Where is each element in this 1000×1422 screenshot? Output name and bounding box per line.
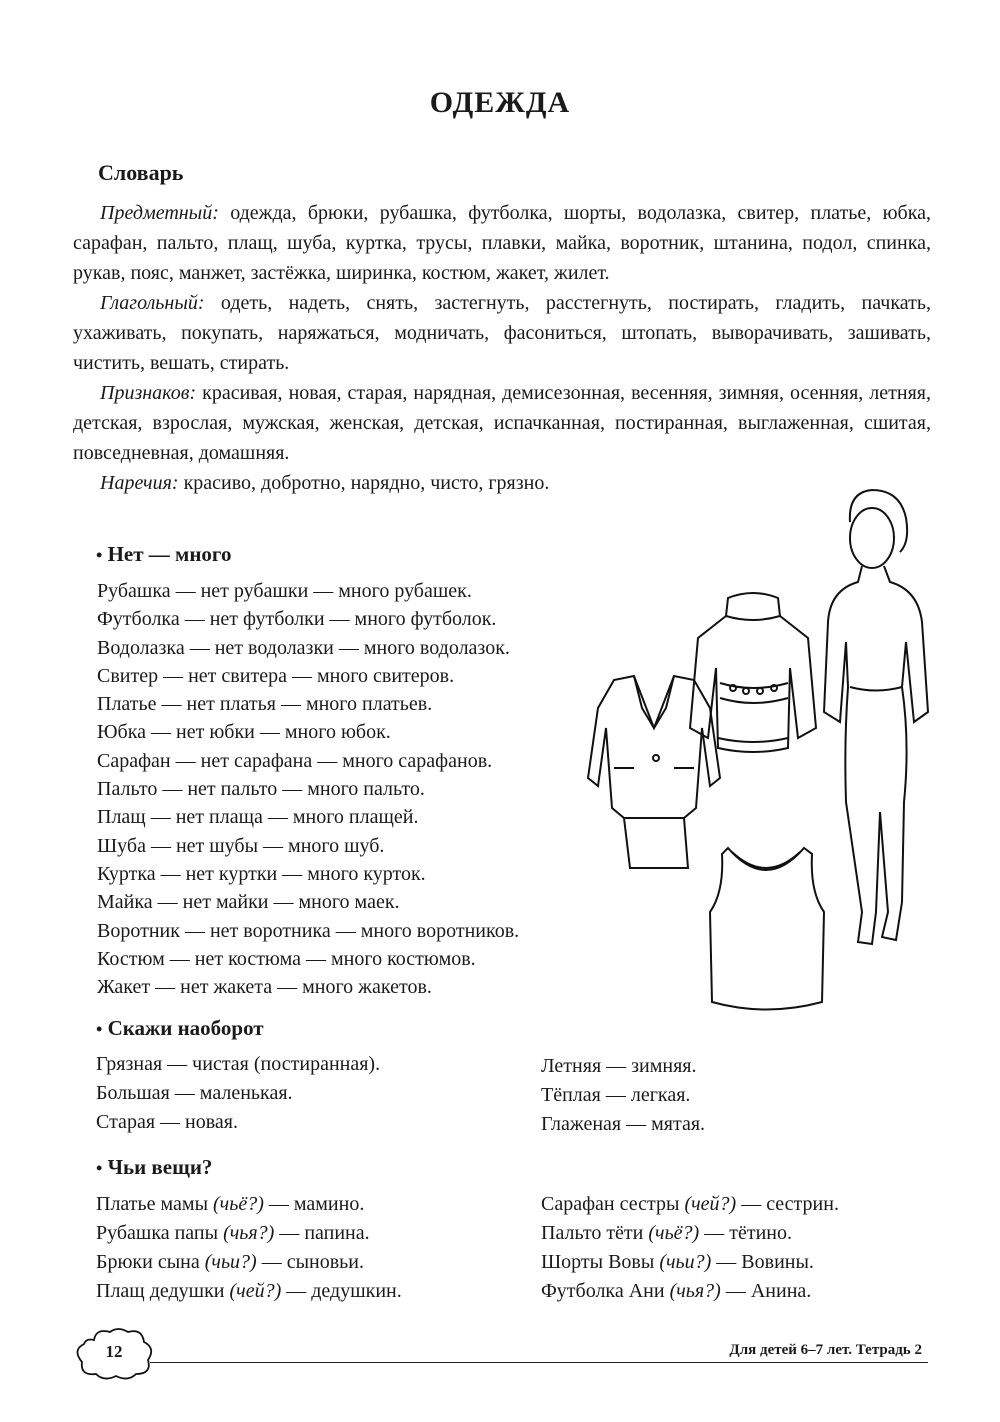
item-answer: — Вовины.	[711, 1251, 814, 1273]
list-item: Грязная — чистая (постиранная).	[96, 1053, 381, 1075]
item-answer: — папина.	[274, 1222, 370, 1244]
list-item: Пальто — нет пальто — много пальто.	[97, 778, 425, 801]
vocab-text: красиво, добротно, нарядно, чисто, грязно.	[178, 472, 550, 494]
section-title-net-mnogo	[96, 542, 231, 567]
page-number-badge	[72, 1326, 156, 1382]
section-title-text: Чьи вещи?	[107, 1155, 213, 1179]
section-title-opposites	[96, 1016, 264, 1041]
bullet-icon: •	[96, 1158, 103, 1178]
item-text: Платье мамы	[96, 1193, 214, 1215]
list-item	[96, 1277, 402, 1306]
list-item	[541, 1219, 839, 1248]
item-answer: — тётино.	[699, 1222, 792, 1244]
list-item	[96, 1219, 402, 1248]
list-item	[541, 1190, 839, 1219]
list-item: Плащ — нет плаща — много плащей.	[97, 806, 419, 829]
woman-figure	[810, 482, 935, 952]
list-item	[541, 1277, 839, 1306]
whose-left-column	[96, 1190, 402, 1306]
question-text: (чья?)	[223, 1222, 275, 1244]
item-answer: — дедушкин.	[281, 1280, 402, 1302]
list-item	[96, 1190, 402, 1219]
bullet-icon: •	[96, 545, 103, 565]
list-item: Куртка — нет куртки — много курток.	[97, 862, 426, 885]
item-text: Плащ дедушки	[96, 1280, 230, 1302]
vocab-text: одеть, надеть, снять, застегнуть, расстегнуть, постирать, гладить, пачкать, ухаживать, покупать, наряжаться, модничать, фасониться, штопать, выворачивать, зашивать, чистить, вешать, стирать.	[73, 292, 931, 374]
section-title-whose	[96, 1155, 212, 1180]
question-text: (чьи?)	[659, 1251, 712, 1273]
question-text: (чей?)	[229, 1280, 282, 1302]
list-item: Глаженая — мятая.	[541, 1113, 706, 1135]
list-item: Старая — новая.	[96, 1111, 238, 1133]
footer-divider	[150, 1362, 928, 1363]
vocab-label: Глагольный:	[100, 292, 205, 314]
vocab-paragraph-verbs	[73, 288, 931, 378]
list-item: Летняя — зимняя.	[541, 1055, 697, 1077]
bullet-icon: •	[96, 1019, 103, 1039]
item-text: Сарафан сестры	[541, 1193, 685, 1215]
vocab-text: одежда, брюки, рубашка, футболка, шорты, водолазка, свитер, платье, юбка, сарафан, пальто, плащ, шуба, куртка, трусы, плавки, майка, воротник, штанина, подол, спинка, рукав, пояс, манжет, застёжка, ширинка, костюм, жакет, жилет.	[73, 202, 931, 284]
item-text: Рубашка папы	[96, 1222, 224, 1244]
item-answer: — мамино.	[263, 1193, 365, 1215]
list-item: Костюм — нет костюма — много костюмов.	[97, 947, 476, 970]
vocab-text: красивая, новая, старая, нарядная, демисезонная, весенняя, зимняя, осенняя, летняя, детская, взрослая, мужская, женская, детская, испачканная, постиранная, выглаженная, сшитая, повседневная, домашняя.	[73, 382, 931, 464]
whose-right-column	[541, 1190, 839, 1306]
vocab-paragraph-adverbs	[73, 468, 931, 498]
list-item	[96, 1248, 402, 1277]
vocabulary-heading: Словарь	[98, 160, 184, 185]
list-item: Рубашка — нет рубашки — много рубашек.	[97, 580, 472, 602]
question-text: (чьи?)	[204, 1251, 257, 1273]
footer-caption: Для детей 6–7 лет. Тетрадь 2	[729, 1342, 922, 1358]
list-item: Шуба — нет шубы — много шуб.	[97, 834, 385, 857]
question-text: (чьё?)	[648, 1222, 700, 1244]
question-text: (чьё?)	[213, 1193, 264, 1215]
opposites-right-column	[541, 1052, 705, 1139]
vocabulary-block	[73, 198, 931, 498]
page-number: 12	[105, 1342, 123, 1361]
list-item: Сарафан — нет сарафана — много сарафанов.	[97, 749, 493, 772]
vocab-paragraph-adjectives	[73, 378, 931, 468]
item-text: Пальто тёти	[541, 1222, 649, 1244]
item-text: Брюки сына	[96, 1251, 205, 1273]
vocab-label: Наречия:	[100, 472, 179, 494]
list-item: Майка — нет майки — много маек.	[97, 891, 400, 914]
list-item: Свитер — нет свитера — много свитеров.	[97, 664, 455, 687]
item-answer: — Анина.	[720, 1280, 812, 1302]
net-mnogo-list	[97, 577, 519, 1001]
list-item: Воротник — нет воротника — много воротников.	[97, 919, 520, 942]
list-item: Футболка — нет футболки — много футболок.	[97, 608, 497, 631]
opposites-left-column	[96, 1050, 380, 1137]
question-text: (чья?)	[669, 1280, 721, 1302]
section-title-text: Нет — много	[107, 542, 232, 566]
section-title-text: Скажи наоборот	[107, 1016, 264, 1040]
list-item: Платье — нет платья — много платьев.	[97, 693, 433, 716]
item-answer: — сыновьи.	[256, 1251, 365, 1273]
page-title: ОДЕЖДА	[429, 86, 571, 119]
item-answer: — сестрин.	[736, 1193, 839, 1215]
list-item: Тёплая — легкая.	[541, 1084, 691, 1106]
list-item	[541, 1248, 839, 1277]
list-item: Жакет — нет жакета — много жакетов.	[97, 976, 432, 999]
list-item: Юбка — нет юбки — много юбок.	[97, 721, 391, 744]
item-text: Футболка Ани	[541, 1280, 670, 1302]
list-item: Водолазка — нет водолазки — много водолазок.	[97, 636, 510, 659]
question-text: (чей?)	[684, 1193, 737, 1215]
vocab-paragraph-objects	[73, 198, 931, 288]
vocab-label: Предметный:	[100, 202, 219, 224]
vocab-label: Признаков:	[100, 382, 197, 404]
item-text: Шорты Вовы	[541, 1251, 660, 1273]
list-item: Большая — маленькая.	[96, 1082, 293, 1104]
